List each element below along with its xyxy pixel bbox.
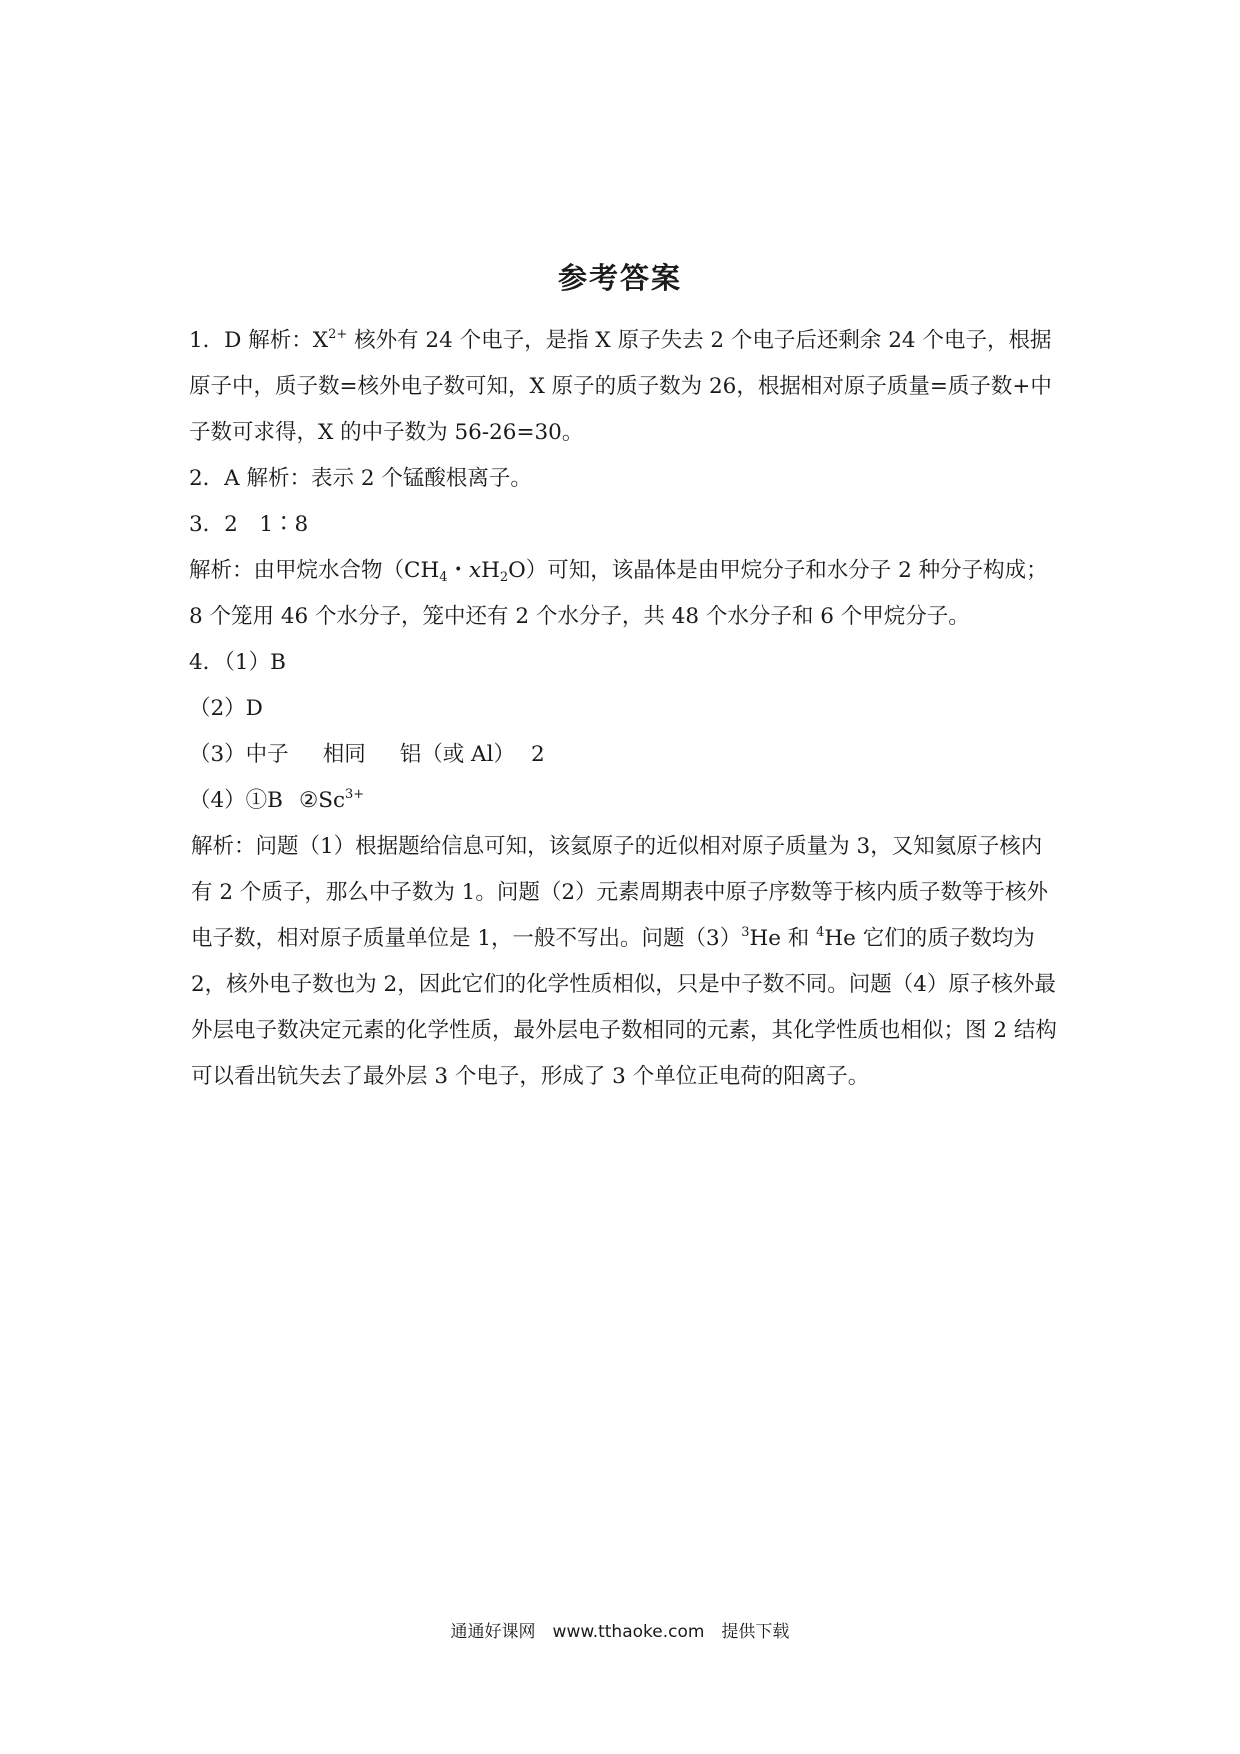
- answer-4-part-2: （2）D: [189, 696, 263, 721]
- answer-4-part-3-b: 相同: [322, 742, 366, 767]
- answer-4-part-4-superscript: 3+: [345, 787, 365, 802]
- answer-4-sup-3: 3: [741, 925, 750, 940]
- page-footer: 通通好课网 www.tthaoke.com 提供下载: [450, 1622, 790, 1642]
- answer-4-part-1: 4．（1）B: [189, 650, 286, 675]
- answer-4-part-4: [189, 778, 1062, 824]
- answer-content: [189, 318, 1062, 1100]
- answer-3-italic-x: x: [469, 558, 482, 583]
- answer-4-explanation: [189, 824, 1062, 1100]
- answer-3-exp-a: 解析：由甲烷水合物（CH: [189, 558, 440, 583]
- answer-4-sup-4: 4: [816, 925, 825, 940]
- answer-3-exp-b: ・: [447, 558, 469, 583]
- answer-1-prefix: 1．D 解析：X: [189, 328, 329, 353]
- answer-1: [189, 318, 1062, 456]
- answer-3-sub-4: 4: [439, 570, 448, 585]
- answer-4-part-3: [189, 732, 1062, 778]
- answer-4-part-4-b: ②Sc: [298, 788, 346, 813]
- answer-4-part-3-c: 铝（或 Al）: [399, 742, 515, 767]
- answer-3-exp-d: O）可知，该晶体是由甲烷分子和水分子 2 种分子构成； 8 个笼用 46 个水分子，笼中还有 2 个水分子，共 48 个水分子和 6 个甲烷分子。: [189, 558, 1048, 629]
- answer-3: 3．2 1∶8: [189, 512, 309, 537]
- answer-4-part-3-d: 2: [530, 742, 545, 767]
- answer-1-text: 核外有 24 个电子，是指 X 原子失去 2 个电子后还剩余 24 个电子，根据原子中，质子数=核外电子数可知，X 原子的质子数为 26，根据相对原子质量=质子数+中子数可求得，X 的中子数为 56-26=30。: [189, 328, 1052, 445]
- answer-3-exp-c: H: [481, 558, 500, 583]
- answer-4-exp-c: He 它们的质子数均为 2，核外电子数也为 2，因此它们的化学性质相似，只是中子数不同。问题（4）原子核外最外层电子数决定元素的化学性质，最外层电子数相同的元素，其化学性质也相似；图 2 结构可以看出钪失去了最外层 3 个电子，形成了 3 个单位正电荷的阳离子。: [191, 926, 1057, 1089]
- answer-3-sub-2: 2: [499, 570, 509, 585]
- answer-4-exp-b: He 和: [749, 926, 817, 951]
- answer-4-part-4-a: （4）①B: [189, 788, 283, 813]
- answer-3-explanation: [189, 548, 1062, 640]
- page-title: 参考答案: [557, 261, 682, 295]
- answer-2: 2．A 解析：表示 2 个锰酸根离子。: [189, 466, 532, 491]
- answer-1-superscript: 2+: [328, 327, 348, 342]
- answer-4-exp-a: 解析：问题（1）根据题给信息可知，该氦原子的近似相对原子质量为 3，又知氦原子核内有 2 个质子，那么中子数为 1。问题（2）元素周期表中原子序数等于核内质子数等于核外电子数，相对原子质量单位是 1，一般不写出。问题（3）: [191, 834, 1049, 951]
- answer-4-part-3-a: （3）中子: [189, 742, 289, 767]
